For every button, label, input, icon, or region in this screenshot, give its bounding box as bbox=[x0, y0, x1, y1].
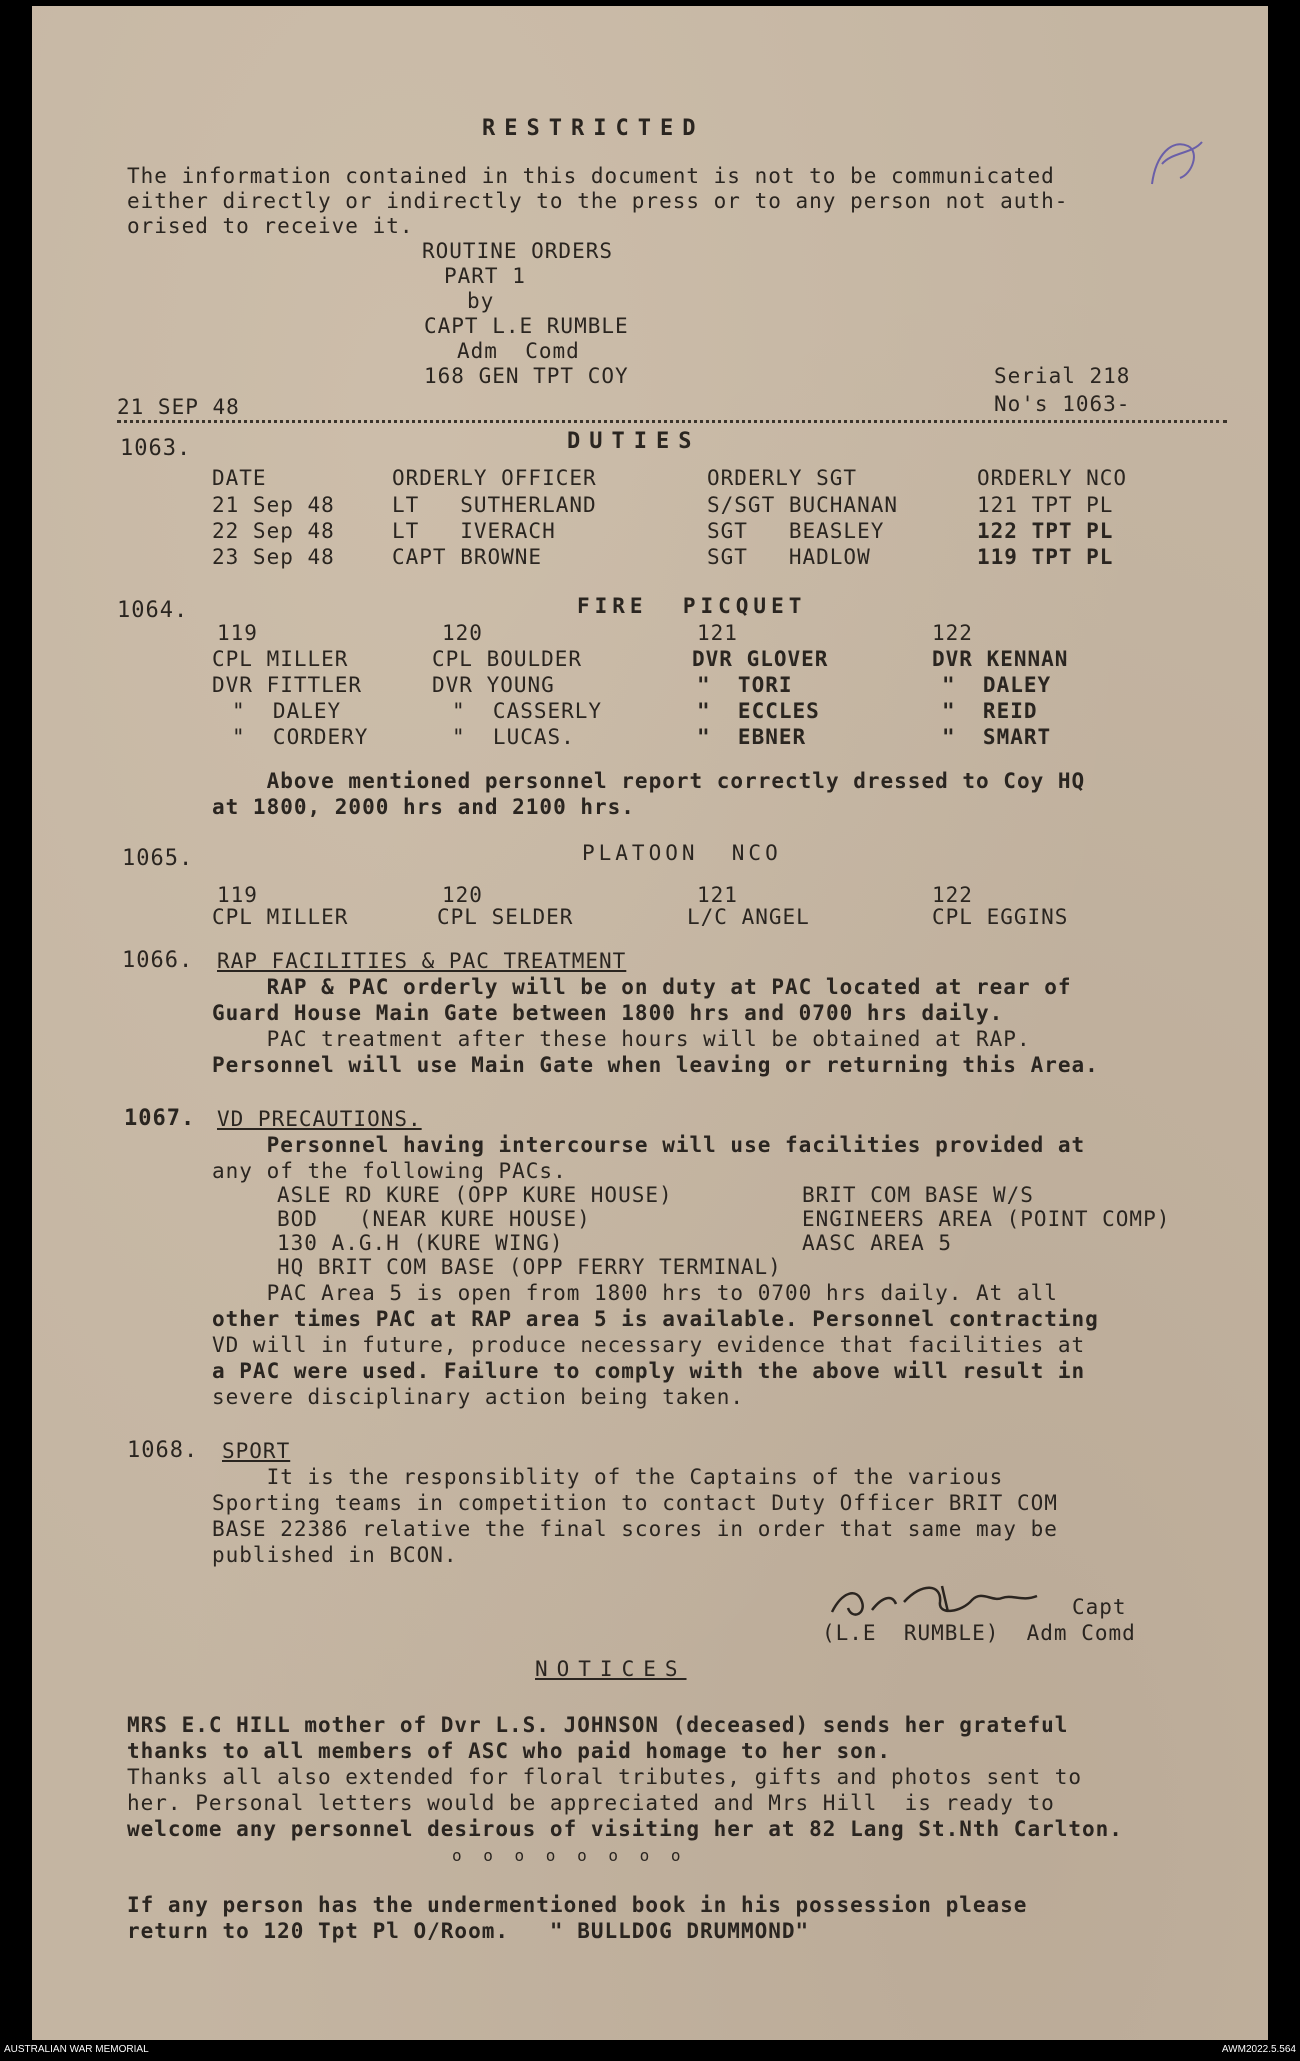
duties-cell: LT IVERACH bbox=[392, 519, 556, 543]
order-number-1064: 1064. bbox=[117, 598, 189, 623]
title-appointment: Adm Comd bbox=[457, 339, 580, 363]
archive-name: AUSTRALIAN WAR MEMORIAL bbox=[4, 2044, 149, 2055]
picquet-text-line-1: Above mentioned personnel report correctly dressed to Coy HQ bbox=[212, 769, 1086, 793]
picquet-cell: " LUCAS. bbox=[452, 725, 575, 749]
title-officer: CAPT L.E RUMBLE bbox=[424, 314, 629, 338]
vd-text-line: Personnel having intercourse will use facilities provided at bbox=[212, 1133, 1086, 1157]
picquet-cell: DVR YOUNG bbox=[432, 673, 555, 697]
notice-line: welcome any personnel desirous of visiting her at 82 Lang St.Nth Carlton. bbox=[127, 1817, 1123, 1841]
title-unit: 168 GEN TPT COY bbox=[424, 364, 629, 388]
duties-cell: 23 Sep 48 bbox=[212, 545, 335, 569]
list-item bbox=[32, 1254, 1268, 1280]
nco-cell: L/C ANGEL bbox=[687, 905, 810, 929]
signature-rank: Capt bbox=[1072, 1595, 1127, 1619]
table-row bbox=[32, 544, 1268, 570]
notice-line: return to 120 Tpt Pl O/Room. " BULLDOG DRUMMOND" bbox=[127, 1919, 810, 1943]
duties-cell: LT SUTHERLAND bbox=[392, 493, 597, 517]
classification-heading: RESTRICTED bbox=[482, 116, 705, 141]
picquet-cell: " DALEY bbox=[942, 673, 1052, 697]
duties-cell: CAPT BROWNE bbox=[392, 545, 543, 569]
picquet-header-row bbox=[32, 620, 1268, 646]
nco-cell: CPL SELDER bbox=[437, 905, 574, 929]
picquet-text-line-2: at 1800, 2000 hrs and 2100 hrs. bbox=[212, 795, 635, 819]
vd-text-line: any of the following PACs. bbox=[212, 1159, 567, 1183]
sport-text-line: Sporting teams in competition to contact Duty Officer BRIT COM bbox=[212, 1491, 1058, 1515]
order-numbers: No's 1063- bbox=[994, 392, 1131, 416]
title-by: by bbox=[467, 289, 495, 313]
picquet-col: 120 bbox=[442, 621, 483, 645]
warning-line-1: The information contained in this document is not to be communicated bbox=[127, 164, 1055, 188]
picquet-cell: " TORI bbox=[697, 673, 793, 697]
picquet-cell: DVR FITTLER bbox=[212, 673, 363, 697]
order-date: 21 SEP 48 bbox=[117, 395, 240, 419]
platoon-nco-heading: PLATOON NCO bbox=[582, 841, 782, 865]
duties-cell: 119 TPT PL bbox=[977, 545, 1114, 569]
table-row bbox=[32, 904, 1268, 930]
duties-col-sgt: ORDERLY SGT bbox=[707, 466, 858, 490]
sport-text-line: BASE 22386 relative the final scores in order that same may be bbox=[212, 1517, 1058, 1541]
pac-location: ENGINEERS AREA (POINT COMP) bbox=[802, 1207, 1171, 1231]
duties-cell: SGT BEASLEY bbox=[707, 519, 885, 543]
table-row bbox=[32, 672, 1268, 698]
picquet-col: 122 bbox=[932, 621, 973, 645]
header-divider bbox=[117, 420, 1227, 423]
pac-location: HQ BRIT COM BASE (OPP FERRY TERMINAL) bbox=[277, 1255, 782, 1279]
list-item bbox=[32, 1206, 1268, 1232]
nco-col: 119 bbox=[217, 883, 258, 907]
rap-text-line: RAP & PAC orderly will be on duty at PAC located at rear of bbox=[212, 975, 1072, 999]
duties-cell: 21 Sep 48 bbox=[212, 493, 335, 517]
order-number-1067: 1067. bbox=[124, 1106, 196, 1131]
duties-col-date: DATE bbox=[212, 466, 267, 490]
table-row bbox=[32, 698, 1268, 724]
archive-footer bbox=[0, 2040, 1300, 2061]
duties-header-row bbox=[32, 465, 1268, 491]
list-item bbox=[32, 1182, 1268, 1208]
fire-picquet-heading: FIRE PICQUET bbox=[577, 594, 807, 618]
vd-text-line: PAC Area 5 is open from 1800 hrs to 0700 hrs daily. At all bbox=[212, 1281, 1058, 1305]
warning-line-2: either directly or indirectly to the press or to any person not auth- bbox=[127, 189, 1069, 213]
sport-heading: SPORT bbox=[222, 1439, 291, 1463]
table-row bbox=[32, 646, 1268, 672]
notices-heading: NOTICES bbox=[535, 1657, 687, 1681]
notice-line: thanks to all members of ASC who paid homage to her son. bbox=[127, 1739, 892, 1763]
table-row bbox=[32, 724, 1268, 750]
title-part: PART 1 bbox=[444, 264, 526, 288]
pac-location: BRIT COM BASE W/S bbox=[802, 1183, 1034, 1207]
duties-heading: DUTIES bbox=[567, 429, 701, 454]
list-item bbox=[32, 1230, 1268, 1256]
picquet-cell: CPL MILLER bbox=[212, 647, 349, 671]
picquet-col: 119 bbox=[217, 621, 258, 645]
rap-heading: RAP FACILITIES & PAC TREATMENT bbox=[217, 949, 627, 973]
sport-text-line: published in BCON. bbox=[212, 1543, 458, 1567]
duties-cell: 22 Sep 48 bbox=[212, 519, 335, 543]
rap-text-line: PAC treatment after these hours will be obtained at RAP. bbox=[212, 1027, 1031, 1051]
notice-line: her. Personal letters would be appreciated and Mrs Hill is ready to bbox=[127, 1791, 1055, 1815]
table-row bbox=[32, 518, 1268, 544]
order-number-1066: 1066. bbox=[122, 948, 194, 973]
table-row bbox=[32, 492, 1268, 518]
notice-line: Thanks all also extended for floral tributes, gifts and photos sent to bbox=[127, 1765, 1083, 1789]
duties-col-officer: ORDERLY OFFICER bbox=[392, 466, 597, 490]
picquet-cell: " EBNER bbox=[697, 725, 807, 749]
picquet-cell: DVR GLOVER bbox=[692, 647, 829, 671]
picquet-cell: " CORDERY bbox=[232, 725, 369, 749]
nco-col: 122 bbox=[932, 883, 973, 907]
picquet-cell: " DALEY bbox=[232, 699, 342, 723]
title-routine-orders: ROUTINE ORDERS bbox=[422, 239, 614, 263]
nco-col: 120 bbox=[442, 883, 483, 907]
serial-number: Serial 218 bbox=[994, 364, 1131, 388]
sport-text-line: It is the responsiblity of the Captains of the various bbox=[212, 1465, 1004, 1489]
duties-col-nco: ORDERLY NCO bbox=[977, 466, 1128, 490]
picquet-cell: DVR KENNAN bbox=[932, 647, 1069, 671]
document-page bbox=[32, 6, 1268, 2040]
picquet-cell: " CASSERLY bbox=[452, 699, 603, 723]
rap-text-line: Guard House Main Gate between 1800 hrs and 0700 hrs daily. bbox=[212, 1001, 1004, 1025]
pac-location: BOD (NEAR KURE HOUSE) bbox=[277, 1207, 591, 1231]
notice-separator: o o o o o o o o bbox=[452, 1846, 687, 1865]
duties-cell: SGT HADLOW bbox=[707, 545, 871, 569]
duties-cell: S/SGT BUCHANAN bbox=[707, 493, 899, 517]
notice-line: MRS E.C HILL mother of Dvr L.S. JOHNSON (deceased) sends her grateful bbox=[127, 1713, 1069, 1737]
pac-location: AASC AREA 5 bbox=[802, 1231, 953, 1255]
nco-col: 121 bbox=[697, 883, 738, 907]
vd-heading: VD PRECAUTIONS. bbox=[217, 1107, 422, 1131]
picquet-cell: " ECCLES bbox=[697, 699, 820, 723]
signature-name: (L.E RUMBLE) Adm Comd bbox=[822, 1621, 1136, 1645]
order-number-1063: 1063. bbox=[120, 436, 192, 461]
archive-reference: AWM2022.5.564 bbox=[1221, 2044, 1296, 2055]
vd-text-line: other times PAC at RAP area 5 is available. Personnel contracting bbox=[212, 1307, 1099, 1331]
nco-cell: CPL MILLER bbox=[212, 905, 349, 929]
warning-line-3: orised to receive it. bbox=[127, 214, 414, 238]
picquet-cell: " REID bbox=[942, 699, 1038, 723]
duties-cell: 122 TPT PL bbox=[977, 519, 1114, 543]
pac-location: 130 A.G.H (KURE WING) bbox=[277, 1231, 564, 1255]
pac-location: ASLE RD KURE (OPP KURE HOUSE) bbox=[277, 1183, 673, 1207]
duties-cell: 121 TPT PL bbox=[977, 493, 1114, 517]
notice-line: If any person has the undermentioned book in his possession please bbox=[127, 1893, 1028, 1917]
checkmark-stamp-icon bbox=[1142, 134, 1212, 194]
vd-text-line: VD will in future, produce necessary evidence that facilities at bbox=[212, 1333, 1086, 1357]
picquet-cell: " SMART bbox=[942, 725, 1052, 749]
picquet-col: 121 bbox=[697, 621, 738, 645]
rap-text-line: Personnel will use Main Gate when leaving or returning this Area. bbox=[212, 1053, 1099, 1077]
order-number-1065: 1065. bbox=[122, 846, 194, 871]
vd-text-line: a PAC were used. Failure to comply with the above will result in bbox=[212, 1359, 1086, 1383]
nco-cell: CPL EGGINS bbox=[932, 905, 1069, 929]
order-number-1068: 1068. bbox=[127, 1438, 199, 1463]
vd-text-line: severe disciplinary action being taken. bbox=[212, 1385, 745, 1409]
picquet-cell: CPL BOULDER bbox=[432, 647, 583, 671]
